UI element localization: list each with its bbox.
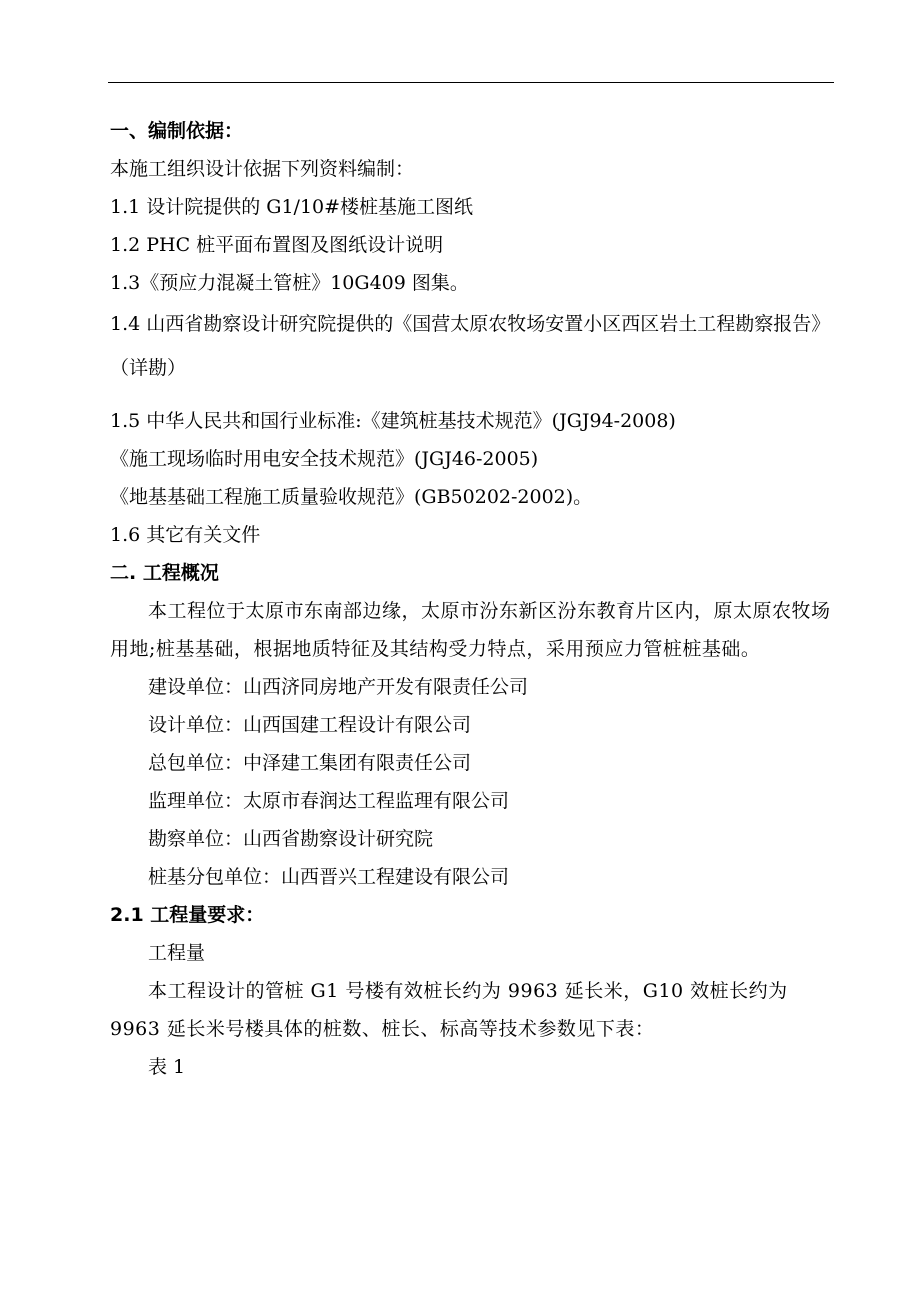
section-1-heading: 一、编制依据： [110, 120, 244, 142]
basis-item-1-3: 1.3《预应力混凝土管桩》10G409 图集。 [110, 272, 469, 294]
section-1-intro: 本施工组织设计依据下列资料编制： [110, 158, 415, 180]
unit-general-contractor: 总包单位：中泽建工集团有限责任公司 [148, 752, 472, 774]
quantity-subheading: 工程量 [148, 942, 206, 964]
header-rule [108, 82, 834, 83]
table-label: 表 1 [148, 1056, 186, 1078]
basis-item-1-1: 1.1 设计院提供的 G1/10#楼桩基施工图纸 [110, 196, 474, 218]
section-2-heading: 二. 工程概况 [110, 562, 219, 584]
basis-item-1-2: 1.2 PHC 桩平面布置图及图纸设计说明 [110, 234, 444, 256]
basis-item-1-5: 1.5 中华人民共和国行业标准:《建筑桩基技术规范》(JGJ94-2008) [110, 410, 676, 432]
unit-construction: 建设单位：山西济同房地产开发有限责任公司 [148, 676, 529, 698]
basis-item-1-4: 1.4 山西省勘察设计研究院提供的《国营太原农牧场安置小区西区岩土工程勘察报告》（详勘） [110, 313, 831, 379]
document-page [110, 112, 834, 1086]
basis-item-1-5-b: 《施工现场临时用电安全技术规范》(JGJ46-2005) [110, 448, 539, 470]
unit-design: 设计单位：山西国建工程设计有限公司 [148, 714, 472, 736]
project-overview-paragraph: 本工程位于太原市东南部边缘，太原市汾东新区汾东教育片区内，原太原农牧场用地;桩基基础，根据地质特征及其结构受力特点，采用预应力管桩桩基础。 [110, 600, 831, 660]
section-2-1-heading: 2.1 工程量要求： [110, 904, 265, 926]
quantity-paragraph: 本工程设计的管桩 G1 号楼有效桩长约为 9963 延长米，G10 效桩长约为 9963 延长米号楼具体的桩数、桩长、标高等技术参数见下表： [110, 980, 788, 1040]
basis-item-1-5-c: 《地基基础工程施工质量验收规范》(GB50202-2002)。 [110, 486, 593, 508]
unit-supervision: 监理单位：太原市春润达工程监理有限公司 [148, 790, 510, 812]
unit-survey: 勘察单位：山西省勘察设计研究院 [148, 828, 434, 850]
basis-item-1-6: 1.6 其它有关文件 [110, 524, 261, 546]
unit-pile-subcontractor: 桩基分包单位：山西晋兴工程建设有限公司 [148, 866, 510, 888]
